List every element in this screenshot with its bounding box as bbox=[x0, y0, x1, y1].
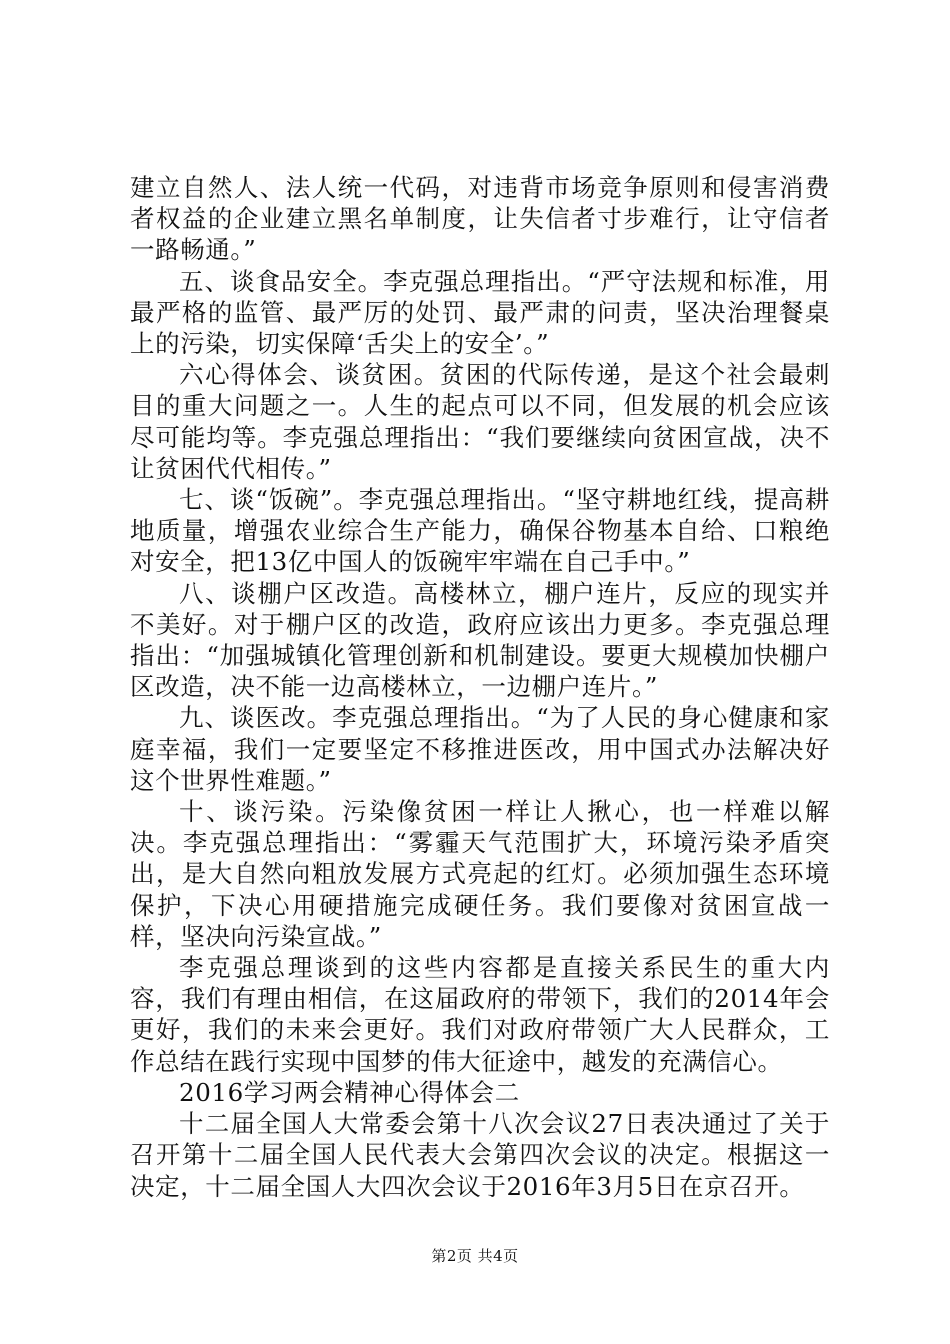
paragraph-pollution: 十、谈污染。污染像贫困一样让人揪心，也一样难以解决。李克强总理指出：“雾霾天气范围扩大，环境污染矛盾突出，是大自然向粗放发展方式亮起的红灯。必须加强生态环境保护，下决心用硬措施完成硬任务。我们要像对贫困宣战一样，坚决向污染宣战。” bbox=[130, 797, 830, 951]
body-text bbox=[130, 172, 830, 1202]
paragraph-food-safety: 五、谈食品安全。李克强总理指出。“严守法规和标准，用最严格的监管、最严厉的处罚、最严肃的问责，坚决治理餐桌上的污染，切实保障‘舌尖上的安全’。” bbox=[130, 266, 830, 359]
paragraph-shantytown: 八、谈棚户区改造。高楼林立，棚户连片，反应的现实并不美好。对于棚户区的改造，政府应该出力更多。李克强总理指出：“加强城镇化管理创新和机制建设。要更大规模加快棚户区改造，决不能一边高楼林立，一边棚户连片。” bbox=[130, 578, 830, 702]
page-footer: 第2页 共4页 bbox=[431, 1247, 519, 1265]
paragraph-npc-meeting: 十二届全国人大常委会第十八次会议27日表决通过了关于召开第十二届全国人民代表大会第四次会议的决定。根据这一决定，十二届全国人大四次会议于2016年3月5日在京召开。 bbox=[130, 1109, 830, 1201]
section-heading: 2016学习两会精神心得体会二 bbox=[179, 1077, 520, 1107]
paragraph-medical-reform: 九、谈医改。李克强总理指出。“为了人民的身心健康和家庭幸福，我们一定要坚定不移推进医改，用中国式办法解决好这个世界性难题。” bbox=[130, 703, 830, 795]
paragraph-conclusion: 李克强总理谈到的这些内容都是直接关系民生的重大内容，我们有理由相信，在这届政府的带领下，我们的2014年会更好，我们的未来会更好。我们对政府带领广大人民群众，工作总结在践行实现中国梦的伟大征途中，越发的充满信心。 bbox=[130, 953, 830, 1076]
paragraph-rice-bowl: 七、谈“饭碗”。李克强总理指出。“坚守耕地红线，提高耕地质量，增强农业综合生产能力，确保谷物基本自给、口粮绝对安全，把13亿中国人的饭碗牢牢端在自己手中。” bbox=[130, 485, 830, 577]
paragraph-poverty: 六心得体会、谈贫困。贫困的代际传递，是这个社会最刺目的重大问题之一。人生的起点可以不同，但发展的机会应该尽可能均等。李克强总理指出：“我们要继续向贫困宣战，决不让贫困代代相传。” bbox=[130, 360, 830, 483]
paragraph-continuation: 建立自然人、法人统一代码，对违背市场竞争原则和侵害消费者权益的企业建立黑名单制度，让失信者寸步难行，让守信者一路畅通。” bbox=[130, 173, 830, 265]
